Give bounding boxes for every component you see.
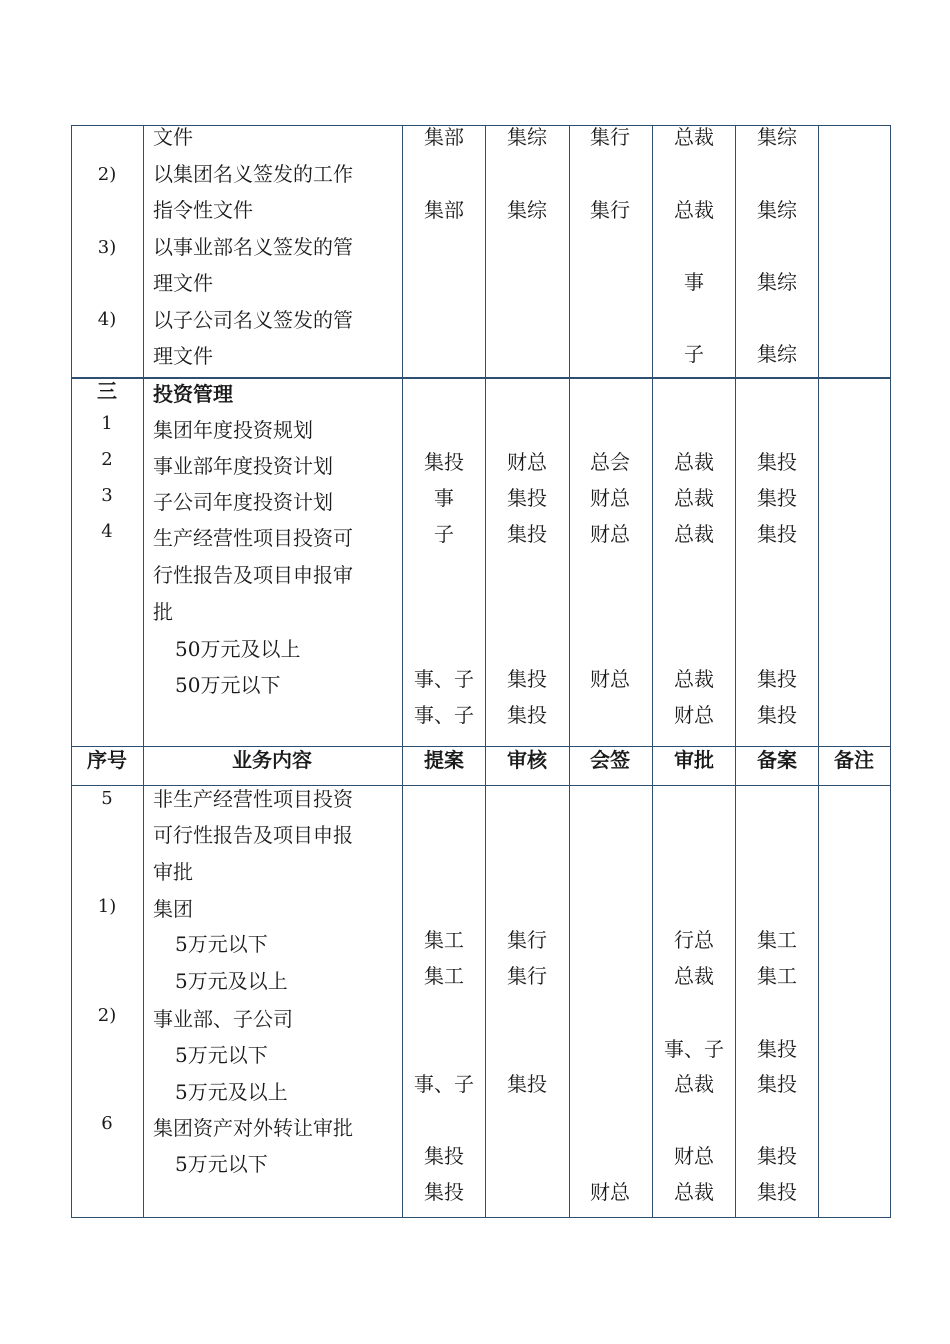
- cell-review: 集综: [507, 125, 547, 149]
- cell-review: 集投: [507, 1072, 547, 1096]
- cell-approve: 总裁: [674, 450, 714, 474]
- cell-seq: 3): [97, 237, 117, 258]
- cell-approve: 总裁: [674, 1072, 714, 1096]
- cell-content: 事业部年度投资计划: [153, 454, 333, 478]
- cell-approve: 事: [684, 270, 704, 294]
- cell-record: 集综: [757, 198, 797, 222]
- cell-propose: 集工: [424, 964, 464, 988]
- cell-approve: 事、子: [664, 1037, 724, 1061]
- cell-propose: 事、子: [414, 667, 474, 691]
- cell-seq: 2: [101, 449, 113, 470]
- cell-record: 集投: [757, 703, 797, 727]
- cell-content: 以子公司名义签发的管: [153, 308, 353, 332]
- column-divider: [652, 126, 653, 1217]
- cell-record: 集投: [757, 522, 797, 546]
- cell-seq: 2): [97, 1005, 117, 1026]
- cell-propose: 集投: [424, 1180, 464, 1204]
- cell-seq: 4: [101, 521, 113, 542]
- cell-content: 理文件: [153, 271, 213, 295]
- cell-propose: 集部: [424, 198, 464, 222]
- cell-cosign: 集行: [590, 125, 630, 149]
- cell-approve: 总裁: [674, 1180, 714, 1204]
- cell-approve: 总裁: [674, 667, 714, 691]
- cell-approve: 总裁: [674, 522, 714, 546]
- cell-content: 以集团名义签发的工作: [153, 162, 353, 186]
- cell-content: 5万元及以上: [175, 969, 288, 993]
- cell-review: 集综: [507, 198, 547, 222]
- header-content: 业务内容: [232, 748, 312, 772]
- column-divider: [485, 126, 486, 1217]
- cell-propose: 事、子: [414, 1072, 474, 1096]
- header-approve: 审批: [674, 748, 714, 772]
- cell-record: 集投: [757, 486, 797, 510]
- cell-approve: 财总: [674, 703, 714, 727]
- cell-approve: 子: [684, 342, 704, 366]
- header-remark: 备注: [834, 748, 874, 772]
- cell-content: 50万元及以上: [175, 637, 301, 661]
- cell-review: 集行: [507, 928, 547, 952]
- cell-propose: 集部: [424, 125, 464, 149]
- cell-seq: 5: [101, 788, 113, 809]
- section-number: 三: [97, 379, 117, 403]
- column-divider: [402, 126, 403, 1217]
- cell-content: 审批: [153, 860, 193, 884]
- column-divider: [735, 126, 736, 1217]
- cell-content: 集团资产对外转让审批: [153, 1116, 353, 1140]
- cell-content: 集团: [153, 897, 193, 921]
- cell-content: 可行性报告及项目申报: [153, 823, 353, 847]
- cell-record: 集投: [757, 667, 797, 691]
- cell-record: 集投: [757, 1144, 797, 1168]
- cell-content: 5万元以下: [175, 932, 268, 956]
- cell-content: 50万元以下: [175, 673, 281, 697]
- cell-content: 子公司年度投资计划: [153, 490, 333, 514]
- header-propose: 提案: [424, 748, 464, 772]
- cell-cosign: 财总: [590, 486, 630, 510]
- cell-content: 文件: [153, 125, 193, 149]
- header-seq: 序号: [87, 748, 127, 772]
- column-divider: [143, 126, 144, 1217]
- cell-content: 事业部、子公司: [153, 1007, 293, 1031]
- cell-review: 集投: [507, 486, 547, 510]
- cell-seq: 1): [97, 896, 117, 917]
- cell-propose: 集投: [424, 1144, 464, 1168]
- row-divider: [72, 377, 890, 379]
- cell-content: 5万元以下: [175, 1043, 268, 1067]
- header-review: 审核: [507, 748, 547, 772]
- cell-approve: 财总: [674, 1144, 714, 1168]
- cell-review: 集投: [507, 703, 547, 727]
- cell-content: 生产经营性项目投资可: [153, 526, 353, 550]
- cell-cosign: 财总: [590, 1180, 630, 1204]
- row-divider: [72, 746, 890, 747]
- cell-record: 集投: [757, 450, 797, 474]
- cell-record: 集投: [757, 1072, 797, 1096]
- cell-review: 集投: [507, 667, 547, 691]
- cell-propose: 子: [434, 522, 454, 546]
- row-divider: [72, 785, 890, 786]
- cell-content: 5万元及以上: [175, 1080, 288, 1104]
- cell-seq: 4): [97, 309, 117, 330]
- cell-seq: 3: [101, 485, 113, 506]
- cell-content: 批: [153, 600, 173, 624]
- cell-seq: 2): [97, 164, 117, 185]
- cell-cosign: 总会: [590, 450, 630, 474]
- cell-approve: 总裁: [674, 198, 714, 222]
- cell-review: 集行: [507, 964, 547, 988]
- cell-propose: 事: [434, 486, 454, 510]
- cell-seq: 6: [101, 1113, 113, 1134]
- cell-propose: 集投: [424, 450, 464, 474]
- cell-record: 集投: [757, 1037, 797, 1061]
- cell-approve: 总裁: [674, 486, 714, 510]
- cell-record: 集综: [757, 270, 797, 294]
- cell-content: 行性报告及项目申报审: [153, 563, 353, 587]
- cell-content: 5万元以下: [175, 1152, 268, 1176]
- cell-review: 财总: [507, 450, 547, 474]
- cell-seq: 1: [101, 413, 113, 434]
- cell-content: 指令性文件: [153, 198, 253, 222]
- cell-content: 非生产经营性项目投资: [153, 787, 353, 811]
- cell-cosign: 财总: [590, 667, 630, 691]
- cell-record: 集综: [757, 125, 797, 149]
- cell-content: 集团年度投资规划: [153, 418, 313, 442]
- cell-approve: 行总: [674, 928, 714, 952]
- cell-record: 集工: [757, 964, 797, 988]
- section-title: 投资管理: [153, 382, 233, 406]
- cell-content: 理文件: [153, 344, 213, 368]
- cell-record: 集投: [757, 1180, 797, 1204]
- cell-propose: 事、子: [414, 703, 474, 727]
- cell-cosign: 财总: [590, 522, 630, 546]
- cell-cosign: 集行: [590, 198, 630, 222]
- cell-approve: 总裁: [674, 964, 714, 988]
- cell-record: 集工: [757, 928, 797, 952]
- header-record: 备案: [757, 748, 797, 772]
- cell-approve: 总裁: [674, 125, 714, 149]
- header-cosign: 会签: [590, 748, 630, 772]
- cell-content: 以事业部名义签发的管: [153, 235, 353, 259]
- cell-propose: 集工: [424, 928, 464, 952]
- cell-record: 集综: [757, 342, 797, 366]
- cell-review: 集投: [507, 522, 547, 546]
- column-divider: [818, 126, 819, 1217]
